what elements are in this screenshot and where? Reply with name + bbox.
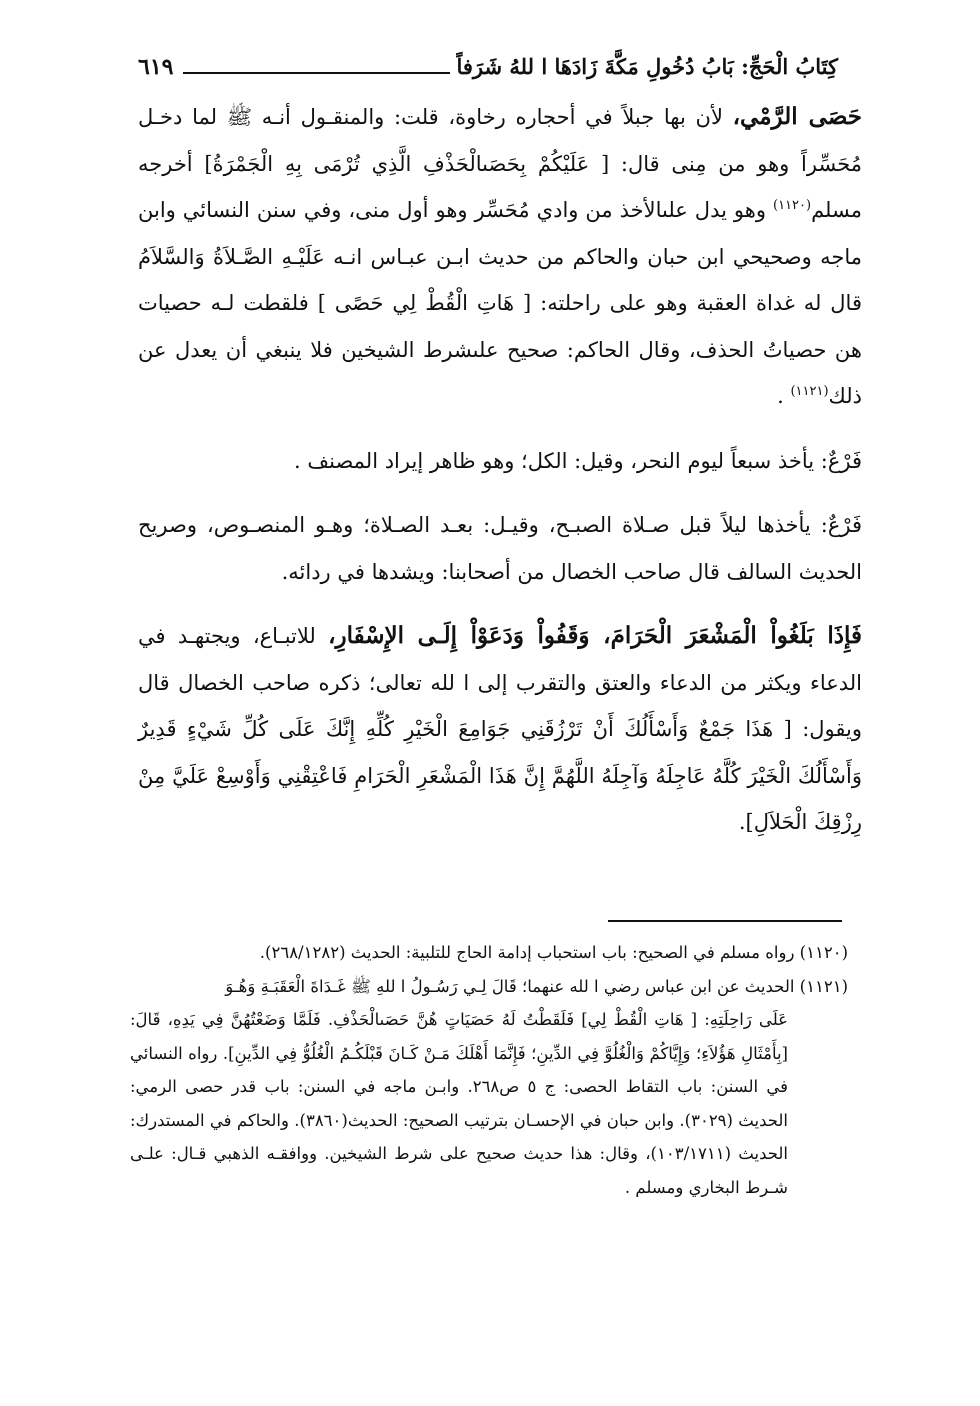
paragraph-3 [138, 502, 862, 595]
footnote-1121 [130, 970, 848, 1004]
paragraph-4 [138, 613, 862, 846]
footnote-text: الحديث عن ابن عباس رضي ا لله عنهما؛ قَالَ لِـي رَسُـولُ ا للهِ ﷺ غَـدَاةَ الْعَقَبَـةِ وَهُـوَ [225, 976, 800, 996]
page-number: ٦١٩ [138, 54, 174, 80]
footnote-ref[interactable]: (١١٢٠) [772, 198, 812, 213]
lead-phrase: فَإِذَا بَلَغُواْ الْمَشْعَرَ الْحَرَامَ، وَقَفُواْ وَدَعَوْاْ إِلَـى الإِسْفَارِ، [328, 622, 862, 649]
page-header [138, 34, 838, 82]
running-title: كِتَابُ الْحَجِّ: بَابُ دُخُولِ مَكَّةَ زَادَهَا ا للهُ شَرَفاً [456, 54, 838, 79]
footnote-ref[interactable]: (١١٢١) [790, 384, 829, 399]
text-run: للاتبـاع، ويجتهـد في الدعاء ويكثر من الدعاء والعتق والتقرب إلى ا لله تعالى؛ ذكره صاحب الخصال قال ويقول: [138, 624, 863, 741]
text-run: أخرجه مسلم [138, 151, 862, 222]
text-run: . [738, 810, 746, 834]
branch-label: فَرْعٌ: [820, 448, 862, 473]
footnote-1121-continuation: عَلَى رَاحِلَتِهِ: [ هَاتِ الْقُطْ لِي] فَلَقَطْتُ لَهُ حَصَيَاتٍ هُنَّ حَصَىالْحَذْفِ. فَلَمَّا وَضَعْتُهُنَّ فِي يَدِهِ، قَالَ: [بِأَمْثَالِ هَؤُلاَءِ؛ وَإِيَّاكُمْ وَالْغُلُوَّ فِي الدِّينِ؛ فَإِنَّمَا أَهْلَكَ مَـنْ كَـانَ قَبْلَكُـمُ الْغُلُوُّ فِي الدِّينِ]. رواه النسائي في السنن: باب التقاط الحصى: ج ٥ ص٢٦٨. وابـن ماجه في السنن: باب قدر حصى الرمي: الحديث (٣٠٢٩). وابن حبان في الإحسـان بترتيب الصحيح: الحديث(٣٨٦٠). والحاكم في المستدرك: الحديث (١٠٣/١٧١١)، وقال: هذا حديث صحيح على شرط الشيخين. ووافقـه الذهبي قـال: علـى شـرط البخاري ومسلم . [130, 1010, 788, 1197]
footnote-label: (١١٢٠) [799, 943, 848, 962]
text-run: لأن بها جبلاً في أحجاره رخاوة، قلت: والمنقـول أنـه ﷺ لما دخـل مُحَسِّراً وهو من مِنى قال: [138, 105, 862, 176]
hadith-quote: [ هَاتِ الْقُطْ لِي حَصًى ] [317, 291, 532, 315]
main-text [138, 94, 862, 846]
text-run: وهو يدل علىالأخذ من وادي مُحَسِّر وهو أول منى، وفي سنن النسائي وابن ماجه وصحيحي ابن حبان والحاكم من حديث ابـن عبـاس انـه عَلَيْـهِ الصَّـلاَةُ وَالسَّلاَمُ قال له غداة العقبة وهو على راحلته: [138, 198, 862, 315]
footnote-separator [608, 920, 842, 922]
text-run: . [777, 384, 791, 408]
paragraph-2 [138, 438, 862, 485]
footnotes [130, 936, 848, 1204]
hadith-quote: [ عَلَيْكُمْ بِحَصَىالْحَذْفِ الَّذِي تُرْمَى بِهِ الْجَمْرَةُ] [204, 151, 610, 176]
dua-quote: [ هَذَا جَمْعٌ وَأَسْأَلُكَ أَنْ تَرْزُقَنِي جَوَامِعَ الْخَيْرِ كُلِّهِ إِنَّكَ عَلَى كُلِّ شَيْءٍ قَدِيرٌ وَأَسْأَلُكَ الْخَيْرَ كُلَّهُ عَاجِلَهُ وَآجِلَهُ اللَّهُمَّ إِنَّ هَذَا الْمَشْعَرِ الْحَرَامِ فَاعْتِقْنِي وَأَوْسِعْ عَلَيَّ مِنْ رِزْقِكَ الْحَلاَلِ] [138, 717, 862, 834]
text-run: يأخذ سبعاً ليوم النحر، وقيل: الكل؛ وهو ظاهر إيراد المصنف . [294, 448, 821, 473]
header-rule [183, 72, 450, 74]
footnote-1120 [130, 936, 848, 970]
footnote-text: رواه مسلم في الصحيح: باب استحباب إدامة الحاج للتلبية: الحديث (٢٦٨/١٢٨٢). [259, 943, 800, 962]
text-run: فلقطت لـه حصيات هن حصياتُ الحذف، وقال الحاكم: صحيح علىشرط الشيخين فلا ينبغي أن يعدل عن ذلك [138, 291, 862, 408]
text-run: يأخذها ليلاً قبل صـلاة الصبـح، وقيـل: بعـد الصـلاة؛ وهـو المنصـوص، وصريح الحديث السالف قال صاحب الخصال من أصحابنا: ويشدها في ردائه. [138, 513, 862, 584]
footnote-label: (١١٢١) [799, 976, 848, 996]
paragraph-1 [138, 94, 862, 420]
branch-label: فَرْعٌ: [820, 513, 862, 537]
lead-phrase: حَصَى الرَّمْي، [732, 103, 862, 130]
